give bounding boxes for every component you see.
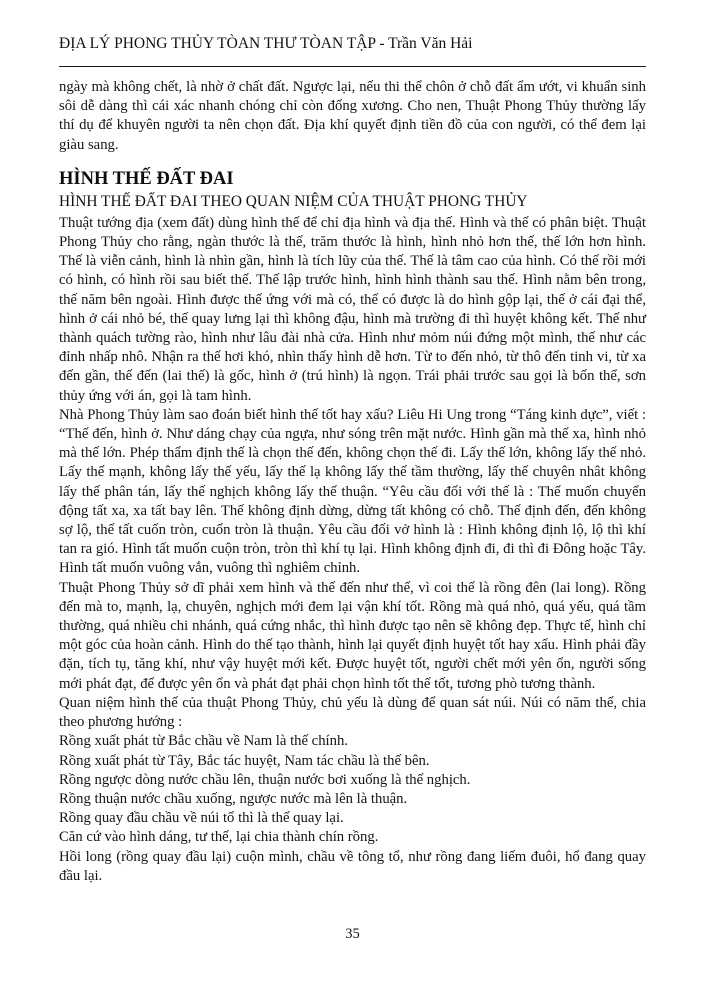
header-rule [59, 66, 646, 67]
body-text [59, 214, 646, 886]
paragraph: Thuật Phong Thủy sở dĩ phải xem hình và thế đến như thế, vì coi thế là rồng đên (lai long). Rồng đến mà to, mạnh, lạ, chuyên, nghịch mới đem lại vận khí tốt. Rồng mà quá nhỏ, quá yếu, quá tầm thường, quá nhiều chi nhánh, quá cứng nhắc, thì hình được tạo nên sẽ không đẹp. Thực tế, hình chỉ một góc của hoàn cảnh. Hình do thế tạo thành, hình lại quyết định huyệt tốt hay xấu. Hình phải đầy đặn, tích tụ, tăng khí, như vậy huyệt mới kết. Được huyệt tốt, người chết mới yên ổn, người sống mới phát đạt, để được yên ổn và phát đạt phải chọn hình tốt thế tốt, tương phò tương thành. [59, 579, 646, 692]
paragraph: Rồng xuất phát từ Bắc chầu về Nam là thế chính. [59, 733, 348, 750]
intro-text [59, 78, 646, 155]
paragraph: Rồng xuất phát từ Tây, Bắc tác huyệt, Nam tác chầu là thế bên. [59, 752, 430, 769]
page-content [59, 78, 646, 886]
paragraph: Nhà Phong Thủy làm sao đoán biết hình thế tốt hay xấu? Liêu Hi Ung trong “Táng kinh dực”, viết : “Thế đến, hình ở. Như dáng chạy của ngựa, như sóng trên mặt nước. Hình gần mà thế xa, hình nhỏ mà thế lớn. Phép thẩm định thế là chọn thế đến, không chọn thế đi. Lấy thế lớn, không lấy thế nhỏ. Lấy thế mạnh, không lấy thế yếu, lấy thế lạ không lấy thế tầm thường, lấy thế chuyên nhât không lấy thế phân tán, lấy thế nghịch không lấy thế thuận. “Yêu cầu đối với thế là : Thế muốn chuyển động tất xa, xa tất bay lên. Thế không định dừng, dừng tất không có chỗ. Thế định đến, đến không sợ lộ, thế tất cuốn tròn, cuốn tròn là thuận. Yêu cầu đối vở hình là : Hình không định lộ, lộ thì khí tan ra gió. Hình tất muốn cuộn tròn, tròn thì khí tụ lại. Hình không định đi, đi thì đi Đông hoặc Tây. Hình tất muốn vuông vắn, vuông thì nghiêm chỉnh. [59, 406, 646, 577]
paragraph: Quan niệm hình thế của thuật Phong Thủy, chủ yếu là dùng để quan sát núi. Núi có năm thế, chia theo phương hướng : [59, 694, 646, 731]
section-heading: HÌNH THẾ ĐẤT ĐAI [59, 168, 234, 189]
running-header: ĐỊA LÝ PHONG THỦY TÒAN THƯ TÒAN TẬP - Trần Văn Hải [59, 35, 473, 52]
paragraph: Rồng quay đầu chầu về núi tổ thì là thế quay lại. [59, 810, 344, 827]
section-subheading: HÌNH THẾ ĐẤT ĐAI THEO QUAN NIỆM CỦA THUẬT PHONG THỦY [59, 192, 528, 210]
paragraph: Thuật tướng địa (xem đất) dùng hình thế để chỉ địa hình và địa thế. Hình và thế có phân biệt. Thuật Phong Thủy cho rằng, ngàn thước là thế, trăm thước là hình, hình nhỏ hơn thế, thế lớn hơn hình. Thế là viễn cảnh, hình là nhìn gần, hình là tích lũy của thế. Thế là tâm cao của hình. Có thế rồi mới có hình, có hình rồi sau biết thế. Thế lập trước hình, hình hình thành sau thế. Hình nằm bên trong, thế năm bên ngoài. Hình được thế ứng với mà có, thế có được là do hình gộp lại, thế ở cái đại thể, hình ở cái nhỏ bé, thế quay lưng lại thì không đậu, hình mà trường đi thì huyệt không kết. Thế như thành quách tường rào, hình như lâu đài nhà cửa. Hình như mỏm núi đứng một mình, thế như các đỉnh nhấp nhô. Nhận ra thế hơi khó, nhìn thấy hình dễ hơn. Từ to đến nhỏ, từ thô đến tinh vi, từ xa đến gần, thế đến (lai thế) là gốc, hình ở (trú hình) là ngọn. Trái phải trước sau gọi là bốn thể, sơn thủy ứng với án, gọi là tam hình. [59, 214, 646, 404]
paragraph: Rồng thuận nước chầu xuống, ngược nước mà lên là thuận. [59, 790, 408, 807]
paragraph: Rồng ngược dòng nước chầu lên, thuận nước bơi xuống là thế nghịch. [59, 771, 471, 788]
paragraph: Hồi long (rồng quay đầu lại) cuộn mình, chầu về tông tổ, như rồng đang liếm đuôi, hổ đang quay đầu lại. [59, 848, 646, 884]
paragraph: Căn cứ vào hình dáng, tư thế, lại chia thành chín rồng. [59, 829, 379, 846]
page-number: 35 [345, 926, 360, 942]
paragraph: ngày mà không chết, là nhờ ở chất đất. Ngược lại, nếu thi thể chôn ở chỗ đất ẩm ướt, vi khuẩn sinh sôi dễ dàng thì cái xác nhanh chóng chỉ còn đống xương. Cho nen, Thuật Phong Thủy thường lấy thí dụ để khuyên người ta nên chọn đất. Địa khí quyết định tiền đồ của con người, có thể đem lại giàu sang. [59, 79, 646, 153]
